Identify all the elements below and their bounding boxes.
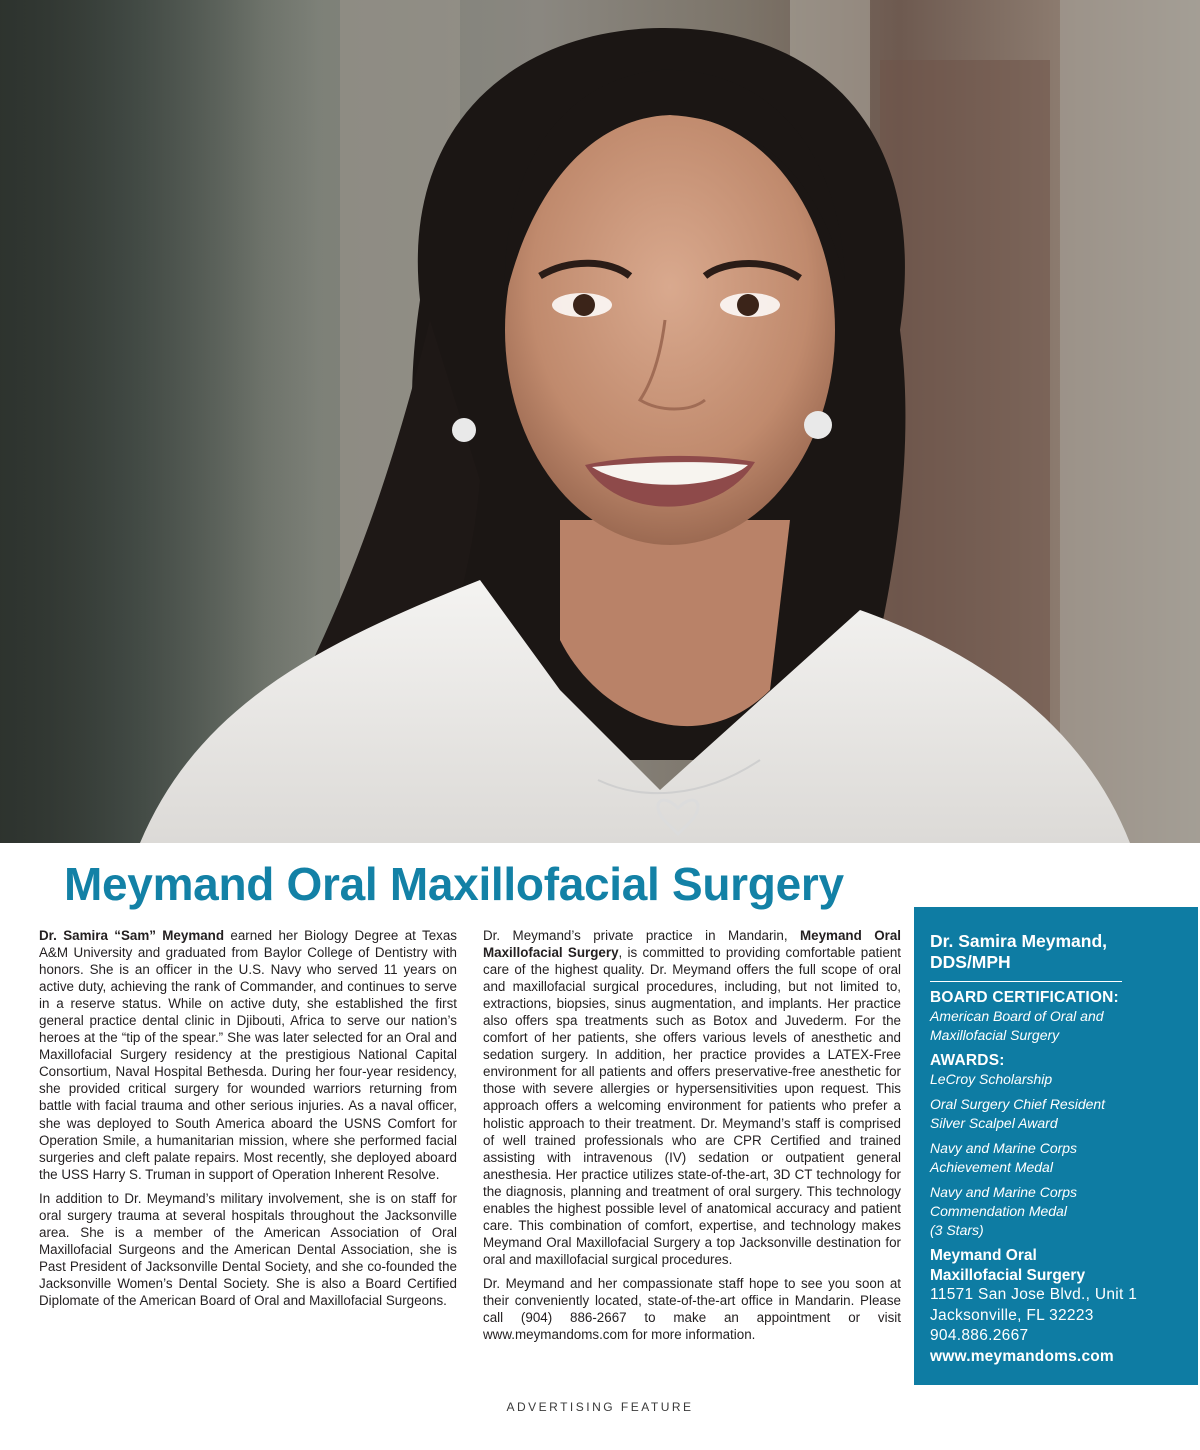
sidebar-credentials: DDS/MPH <box>930 952 1011 972</box>
page-title: Meymand Oral Maxillofacial Surgery <box>64 858 844 910</box>
phone-number[interactable]: 904.886.2667 <box>930 1327 1029 1344</box>
practice-name: Meymand Oral <box>930 1247 1037 1264</box>
address-line: 11571 San Jose Blvd., Unit 1 <box>930 1286 1138 1303</box>
bio-text: earned her Biology Degree at Texas A&M University and graduated from Baylor College of Dentistry with honors. She is an officer in the U.S. Navy who served 11 years on active duty, achieving the rank of Commander, and continues to serve in a reserve status. While on active duty, she established the first general practice dental clinic in Djibouti, Africa to serve our nation’s heroes at the “tip of the spear.” She was later selected for an Oral and Maxillofacial Surgery residency at the prestigious National Capital Consortium, Naval Hospital Bethesda. During her four-year residency, she provided critical surgery for wounded warriors returning from battle with facial trauma and other serious injuries. As a naval officer, she was deployed to South America aboard the USNS Comfort for Operation Smile, a humanitarian mission, where she performed facial surgeries and cleft palate repairs. Most recently, she deployed aboard the USS Harry S. Truman in support of Operation Inherent Resolve. <box>39 928 457 1182</box>
practice-name-bold: Meymand Oral Maxillofacial Surgery <box>483 928 901 961</box>
closing-paragraph: Dr. Meymand and her compassionate staff hope to see you soon at their conveniently located, state-of-the-art office in Mandarin. Please call (904) 886-2667 to make an appointment or visit www.meymandoms.com for more information. <box>483 1275 901 1343</box>
practice-name: Maxillofacial Surgery <box>930 1266 1086 1284</box>
body-column-right <box>483 927 901 1350</box>
award-item: (3 Stars) <box>930 1222 984 1238</box>
award-item: Navy and Marine Corps <box>930 1140 1078 1156</box>
sidebar-doctor-name: Dr. Samira Meymand, <box>930 931 1108 951</box>
award-item: Silver Scalpel Award <box>930 1115 1058 1131</box>
info-sidebar <box>914 907 1198 1385</box>
award-item: Achievement Medal <box>930 1159 1053 1175</box>
award-item: Navy and Marine Corps <box>930 1184 1078 1200</box>
address-line: Jacksonville, FL 32223 <box>930 1306 1094 1324</box>
doctor-name-lead: Dr. Samira “Sam” Meymand <box>39 928 225 943</box>
bio-paragraph <box>39 927 457 1183</box>
practice-text-intro: Dr. Meymand’s private practice in Mandarin, <box>483 928 800 943</box>
sidebar-divider <box>930 981 1122 982</box>
board-certification-heading: BOARD CERTIFICATION: <box>930 989 1119 1006</box>
award-item: LeCroy Scholarship <box>930 1071 1053 1087</box>
body-column-left <box>39 927 457 1316</box>
website-link[interactable]: www.meymandoms.com <box>930 1347 1114 1365</box>
award-item: Commendation Medal <box>930 1203 1067 1219</box>
board-certification-line: Maxillofacial Surgery <box>930 1027 1060 1043</box>
practice-paragraph <box>483 927 901 1268</box>
awards-heading: AWARDS: <box>930 1052 1005 1069</box>
advertising-feature-label: ADVERTISING FEATURE <box>506 1400 694 1414</box>
board-certification-line: American Board of Oral and <box>930 1008 1104 1024</box>
practice-text: , is committed to providing comfortable patient care of the highest quality. Dr. Meymand offers the full scope of oral and maxillofacial surgical procedures, including, but not limited to, extractions, biopsies, sinus augmentation, and implants. Her practice also offers spa treatments such as Botox and Juvederm. For the comfort of her patients, she offers various levels of anesthetic and sedation surgery. In addition, her practice provides a LATEX-Free environment for all patients and offers preservative-free anesthetic for those with severe allergies or hypersensitivities upon request. This approach offers a welcoming environment for patients who prefer a holistic approach to their treatment. Dr. Meymand’s staff is comprised of well trained professionals who are CPR Certified and trained assisting with intravenous (IV) sedation or outpatient general anesthesia. Her practice utilizes state-of-the-art, 3D CT technology for the diagnosis, planning and treatment of oral surgery. This technology enables the highest possible level of anatomical accuracy and patient care. This combination of comfort, expertise, and technology makes Meymand Oral Maxillofacial Surgery a top Jacksonville destination for oral and maxillofacial surgical procedures. <box>483 945 901 1267</box>
award-item: Oral Surgery Chief Resident <box>930 1096 1106 1112</box>
affiliations-paragraph: In addition to Dr. Meymand’s military involvement, she is on staff for oral surgery trauma at several hospitals throughout the Jacksonville area. She is a member of the American Association of Oral Maxillofacial Surgeons and the American Dental Association, she is Past President of Jacksonville Dental Society, and she co-founded the Jacksonville Women’s Dental Society. She is also a Board Certified Diplomate of the American Board of Oral and Maxillofacial Surgeons. <box>39 1190 457 1308</box>
